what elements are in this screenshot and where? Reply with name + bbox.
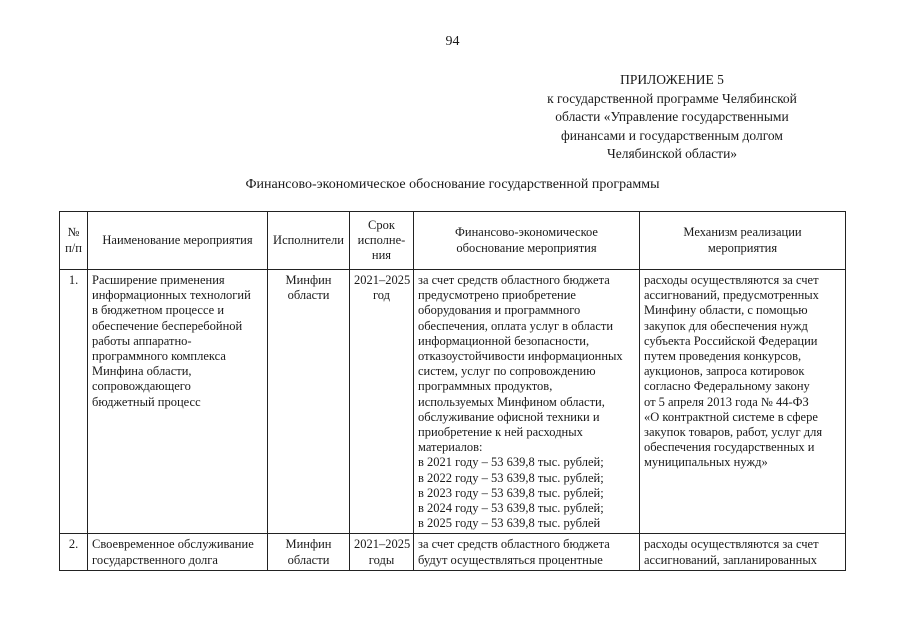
row-mechanism: расходы осуществляются за счет ассигнований, предусмотренных Минфину области, с помощью закупок для обеспечения нужд субъекта Российской Федерации путем проведения конкурсов, аукционов, запроса котировок согласно Федеральному закону от 5 апреля 2013 года № 44-ФЗ «О контрактной системе в сфере закупок товаров, работ, услуг для обеспечения государственных и муниципальных нужд» (640, 270, 846, 534)
row-number: 1. (60, 270, 88, 534)
row-mechanism: расходы осуществляются за счет ассигнований, запланированных (640, 534, 846, 570)
table-row (60, 534, 846, 570)
row-name: Расширение применения информационных технологий в бюджетном процессе и обеспечение бесперебойной работы аппаратно- программного комплекса Минфина области, сопровождающего бюджетный процесс (88, 270, 268, 534)
row-justification: за счет средств областного бюджета будут осуществляться процентные (414, 534, 640, 570)
justification-table (59, 211, 846, 571)
row-justification: за счет средств областного бюджета предусмотрено приобретение оборудования и программного обеспечения, оплата услуг в области информационной безопасности, отказоустойчивости информационных систем, услуг по сопровождению программных продуктов, используемых Минфином области, обслуживание офисной техники и приобретение к ней расходных материалов: в 2021 году – 53 639,8 тыс. рублей; в 2022 году – 53 639,8 тыс. рублей; в 2023 году – 53 639,8 тыс. рублей; в 2024 году – 53 639,8 тыс. рублей; в 2025 году – 53 639,8 тыс. рублей (414, 270, 640, 534)
header-mechanism: Механизм реализации мероприятия (640, 212, 846, 270)
document-title: Финансово-экономическое обоснование государственной программы (245, 177, 660, 192)
appendix-line: к государственной программе Челябинской (547, 90, 797, 106)
header-name: Наименование мероприятия (88, 212, 268, 270)
header-executors: Исполнители (268, 212, 350, 270)
header-justification: Финансово-экономическое обоснование мероприятия (414, 212, 640, 270)
header-term: Срок исполне- ния (350, 212, 414, 270)
row-term: 2021–2025 годы (350, 534, 414, 570)
appendix-block (512, 71, 832, 164)
row-executors: Минфин области (268, 534, 350, 570)
row-term: 2021–2025 год (350, 270, 414, 534)
row-executors: Минфин области (268, 270, 350, 534)
row-name: Своевременное обслуживание государственного долга (88, 534, 268, 570)
appendix-line: области «Управление государственными (555, 109, 789, 124)
page-number: 94 (445, 34, 460, 49)
header-num: № п/п (60, 212, 88, 270)
table-header-row (60, 212, 846, 270)
appendix-heading: ПРИЛОЖЕНИЕ 5 (620, 72, 724, 87)
table-row (60, 270, 846, 534)
row-number: 2. (60, 534, 88, 570)
appendix-line: Челябинской области» (606, 146, 738, 161)
appendix-line: финансами и государственным долгом (561, 127, 783, 143)
